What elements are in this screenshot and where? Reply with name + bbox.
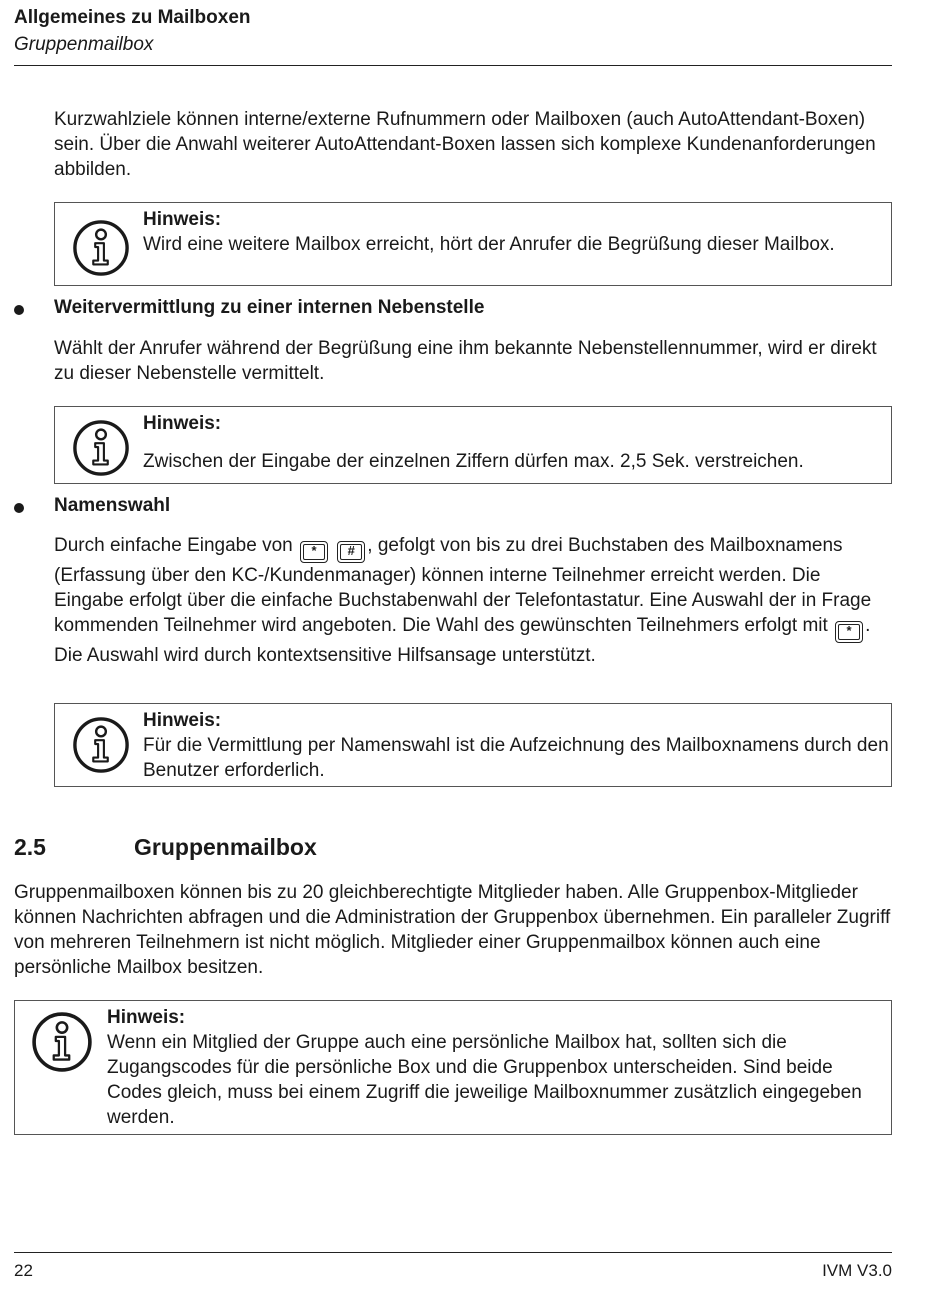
bullet-title: Namenswahl	[54, 495, 171, 516]
bullet-paragraph	[54, 533, 892, 668]
running-header-subtitle: Gruppenmailbox	[14, 34, 154, 55]
bullet-text-before-keys: Durch einfache Eingabe von	[54, 535, 293, 556]
running-header-title: Allgemeines zu Mailboxen	[14, 7, 251, 28]
bullet-text-end: . Die Auswahl wird durch kontextsensitive Hilfsansage unterstützt.	[54, 615, 871, 666]
star-key-icon	[835, 621, 863, 643]
note-heading: Hinweis:	[143, 710, 222, 731]
bullet-marker	[14, 305, 24, 315]
footer-rule	[14, 1252, 892, 1253]
hash-key-icon	[337, 541, 365, 563]
intro-paragraph: Kurzwahlziele können interne/externe Rufnummern oder Mailboxen (auch AutoAttendant-Boxen) sein. Über die Anwahl weiterer AutoAttendant-Boxen lassen sich komplexe Kundenanforderungen abbilden.	[54, 109, 876, 180]
note-box	[54, 406, 892, 484]
info-icon	[71, 419, 131, 477]
note-text: Für die Vermittlung per Namenswahl ist die Aufzeichnung des Mailboxnamens durch den Benutzer erforderlich.	[143, 735, 889, 781]
info-icon	[31, 1011, 93, 1073]
hash-key-label: #	[347, 543, 355, 558]
note-text: Wird eine weitere Mailbox erreicht, hört der Anrufer die Begrüßung dieser Mailbox.	[143, 234, 835, 255]
section-title: Gruppenmailbox	[134, 834, 317, 860]
note-heading: Hinweis:	[107, 1007, 186, 1028]
product-version: IVM V3.0	[822, 1261, 892, 1280]
note-box	[54, 202, 892, 286]
section-paragraph: Gruppenmailboxen können bis zu 20 gleichberechtigte Mitglieder haben. Alle Gruppenbox-Mitglieder können Nachrichten abfragen und die Administration der Gruppenbox übernehmen. Ein paralleler Zugriff von mehreren Teilnehmern ist nicht möglich. Mitglieder einer Gruppenmailbox können auch eine persönliche Mailbox besitzen.	[14, 882, 891, 978]
page-number: 22	[14, 1261, 33, 1280]
bullet-paragraph: Wählt der Anrufer während der Begrüßung eine ihm bekannte Nebenstellennummer, wird er direkt zu dieser Nebenstelle vermittelt.	[54, 338, 877, 384]
note-box	[14, 1000, 892, 1135]
note-box	[54, 703, 892, 787]
section-number: 2.5	[14, 834, 46, 860]
note-heading: Hinweis:	[143, 413, 222, 434]
info-icon	[71, 219, 131, 277]
star-key-label: *	[311, 543, 317, 558]
note-heading: Hinweis:	[143, 209, 222, 230]
bullet-text-after-keys: , gefolgt von bis zu drei Buchstaben des Mailboxnamens (Erfassung über den KC-/Kundenmanager) können interne Teilnehmer erreicht werden. Die Eingabe erfolgt über die einfache Buchstabenwahl der Telefontastatur. Eine Auswahl der in Frage kommenden Teilnehmer wird angeboten. Die Wahl des gewünschten Teilnehmers erfolgt mit	[54, 535, 872, 636]
info-icon	[71, 716, 131, 774]
star-key-label: *	[846, 623, 852, 638]
note-text: Zwischen der Eingabe der einzelnen Ziffern dürfen max. 2,5 Sek. verstreichen.	[143, 451, 804, 472]
bullet-title: Weitervermittlung zu einer internen Nebenstelle	[54, 297, 485, 318]
header-rule	[14, 65, 892, 66]
bullet-marker	[14, 503, 24, 513]
star-key-icon	[300, 541, 328, 563]
note-text: Wenn ein Mitglied der Gruppe auch eine persönliche Mailbox hat, sollten sich die Zugangscodes für die persönliche Box und die Gruppenbox unterscheiden. Sind beide Codes gleich, muss bei einem Zugriff die jeweilige Mailboxnummer zusätzlich eingegeben werden.	[107, 1032, 862, 1128]
